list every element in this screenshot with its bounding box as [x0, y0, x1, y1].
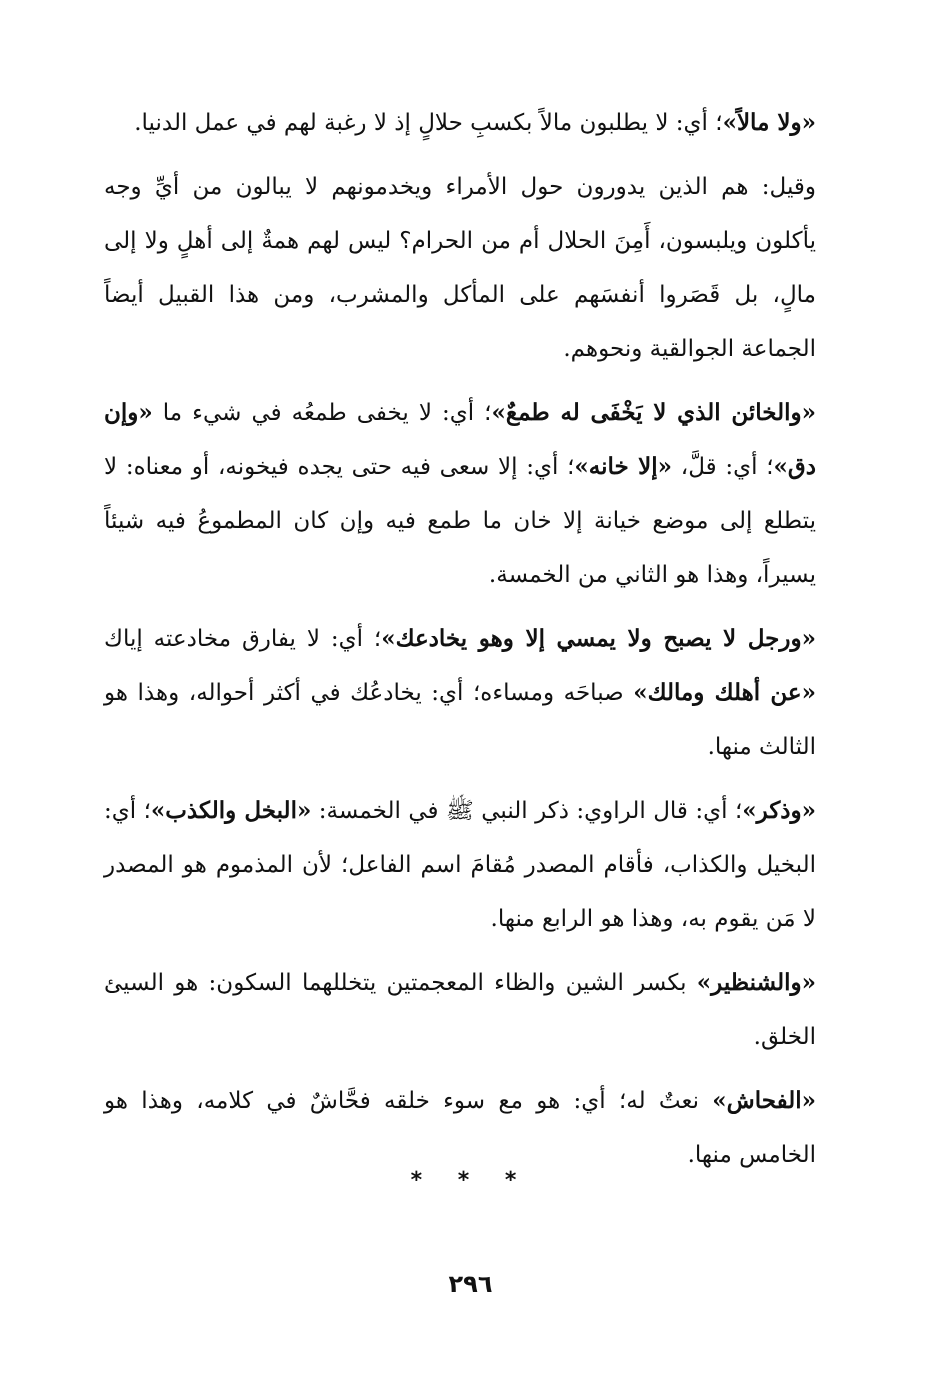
- commentary-text: بكسر الشين والظاء المعجمتين يتخللهما السكون: هو السيئ الخلق.: [104, 970, 816, 1050]
- commentary-text: صباحَه ومساءه؛ أي: يخادعُك في أكثر أحواله، وهذا هو الثالث منها.: [104, 680, 816, 760]
- quoted-hadith-phrase: «وإن دق»: [104, 399, 817, 480]
- quoted-hadith-phrase: «البخل والكذب»: [150, 797, 312, 824]
- paragraph: [104, 784, 816, 946]
- quoted-hadith-phrase: «عن أهلك ومالك»: [633, 679, 816, 706]
- quoted-hadith-phrase: «ولا مالاً»: [722, 109, 816, 136]
- paragraph: [104, 96, 816, 150]
- commentary-text: ؛ أي: البخيل والكذاب، فأقام المصدر مُقامَ اسم الفاعل؛ لأن المذموم هو المصدر لا مَن يقوم به، وهذا هو الرابع منها.: [104, 798, 816, 932]
- quoted-hadith-phrase: «وذكر»: [742, 797, 817, 824]
- commentary-text: وقيل: هم الذين يدورون حول الأمراء ويخدمونهم لا يبالون من أيِّ وجه يأكلون ويلبسون، أَمِنَ الحلال أم من الحرام؟ ليس لهم همةٌ إلى أهلٍ ولا إلى مالٍ، بل قَصَروا أنفسَهم على المأكل والمشرب، ومن هذا القبيل أيضاً الجماعة الجوالقية ونحوهم.: [104, 174, 816, 362]
- section-separator: * * *: [410, 1168, 531, 1193]
- commentary-text: نعتٌ له؛ أي: هو مع سوء خلقه فحَّاشٌ في كلامه، وهذا هو الخامس منها.: [104, 1088, 816, 1168]
- quoted-hadith-phrase: «والخائن الذي لا يَخْفَى له طمعٌ»: [491, 399, 817, 426]
- main-text: [104, 96, 816, 1192]
- commentary-text: ؛ أي: قلَّ،: [672, 454, 774, 480]
- quoted-hadith-phrase: «الفحاش»: [712, 1087, 816, 1114]
- quoted-hadith-phrase: «ورجل لا يصبح ولا يمسي إلا وهو يخادعك»: [381, 625, 816, 652]
- commentary-text: ؛ أي: لا يفارق مخادعته إياك: [104, 626, 382, 652]
- paragraph: [104, 612, 816, 774]
- quoted-hadith-phrase: «إلا خانه»: [574, 453, 673, 480]
- page-number: ٢٩٦: [448, 1270, 493, 1298]
- quoted-hadith-phrase: «والشنظير»: [696, 969, 816, 996]
- commentary-text: ؛ أي: لا يطلبون مالاً بكسبِ حلالٍ إذ لا رغبة لهم في عمل الدنيا.: [134, 110, 723, 136]
- paragraph: [104, 956, 816, 1064]
- commentary-text: ؛ أي: لا يخفى طمعُه في شيء ما: [152, 400, 492, 426]
- paragraph: [104, 1074, 816, 1182]
- paragraph: [104, 386, 816, 602]
- commentary-text: ؛ أي: إلا سعى فيه حتى يجده فيخونه، أو معناه: لا يتطلع إلى موضع خيانة إلا خان ما طمع فيه وإن كان المطموعُ فيه شيئاً يسيراً، وهذا هو الثاني من الخمسة.: [104, 454, 816, 588]
- commentary-text: ؛ أي: قال الراوي: ذكر النبي ﷺ في الخمسة:: [311, 798, 743, 824]
- paragraph: [104, 160, 816, 376]
